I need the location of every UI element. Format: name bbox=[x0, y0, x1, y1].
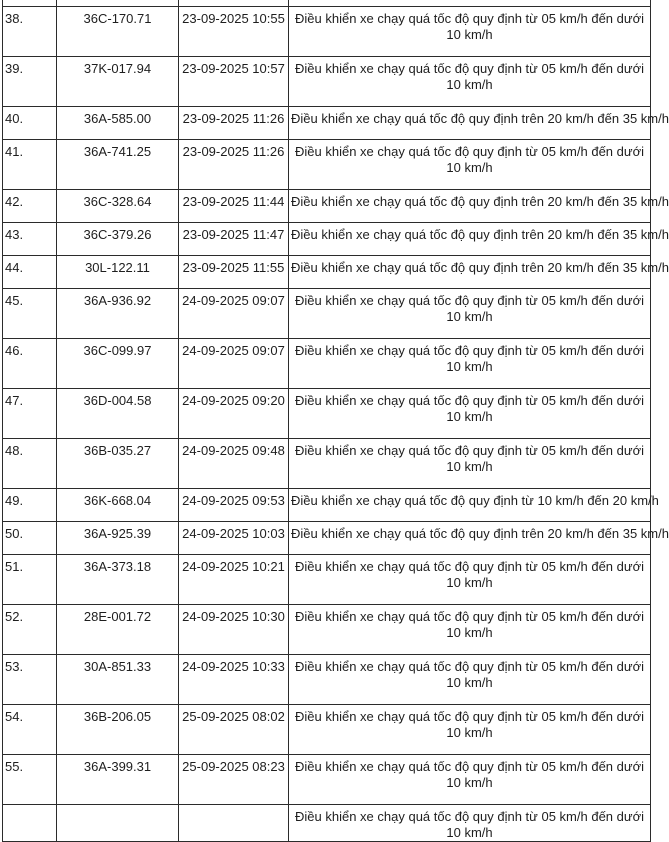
table-row bbox=[3, 605, 651, 655]
row-index-cell: 54. bbox=[3, 705, 57, 755]
table-row bbox=[3, 439, 651, 489]
row-index-cell: 49. bbox=[3, 489, 57, 522]
violation-cell: Điều khiển xe chạy quá tốc độ quy định từ 05 km/h đến dưới 10 km/h bbox=[289, 555, 651, 605]
plate-cell: 36A-741.25 bbox=[57, 140, 179, 190]
datetime-cell: 23-09-2025 11:26 bbox=[179, 140, 289, 190]
datetime-cell: 24-09-2025 10:30 bbox=[179, 605, 289, 655]
violation-cell: Điều khiển xe chạy quá tốc độ quy định từ 05 km/h đến dưới 10 km/h bbox=[289, 605, 651, 655]
plate-cell: 36C-099.97 bbox=[57, 339, 179, 389]
row-index-cell: 55. bbox=[3, 755, 57, 805]
row-index-cell: 51. bbox=[3, 555, 57, 605]
datetime-cell: 24-09-2025 10:21 bbox=[179, 555, 289, 605]
violation-cell: Điều khiển xe chạy quá tốc độ quy định trên 20 km/h đến 35 km/h bbox=[289, 107, 651, 140]
table-row bbox=[3, 223, 651, 256]
plate-cell: 36D-004.58 bbox=[57, 389, 179, 439]
row-index-cell: 44. bbox=[3, 256, 57, 289]
table-row bbox=[3, 522, 651, 555]
table-row bbox=[3, 489, 651, 522]
violation-cell: Điều khiển xe chạy quá tốc độ quy định từ 05 km/h đến dưới 10 km/h bbox=[289, 140, 651, 190]
table-row bbox=[3, 655, 651, 705]
plate-cell: 37K-017.94 bbox=[57, 57, 179, 107]
violation-cell: Điều khiển xe chạy quá tốc độ quy định trên 20 km/h đến 35 km/h bbox=[289, 522, 651, 555]
plate-cell: 36A-399.31 bbox=[57, 755, 179, 805]
datetime-cell: 23-09-2025 11:44 bbox=[179, 190, 289, 223]
datetime-cell: 24-09-2025 10:33 bbox=[179, 655, 289, 705]
table-row bbox=[3, 256, 651, 289]
plate-cell: 36A-936.92 bbox=[57, 289, 179, 339]
datetime-cell: 23-09-2025 10:55 bbox=[179, 7, 289, 57]
row-index-cell: 43. bbox=[3, 223, 57, 256]
violation-cell: Điều khiển xe chạy quá tốc độ quy định từ 10 km/h đến 20 km/h bbox=[289, 489, 651, 522]
row-index-cell: 42. bbox=[3, 190, 57, 223]
table-row-partial-bottom bbox=[3, 805, 651, 842]
row-index-cell: 41. bbox=[3, 140, 57, 190]
plate-cell: 36A-585.00 bbox=[57, 107, 179, 140]
plate-cell: 30A-851.33 bbox=[57, 655, 179, 705]
row-index-cell: 45. bbox=[3, 289, 57, 339]
table-row bbox=[3, 289, 651, 339]
plate-cell: 30L-122.11 bbox=[57, 256, 179, 289]
plate-cell: 36A-925.39 bbox=[57, 522, 179, 555]
datetime-cell: 24-09-2025 09:07 bbox=[179, 289, 289, 339]
violation-cell: Điều khiển xe chạy quá tốc độ quy định trên 20 km/h đến 35 km/h bbox=[289, 190, 651, 223]
violation-cell: Điều khiển xe chạy quá tốc độ quy định từ 05 km/h đến dưới 10 km/h bbox=[289, 7, 651, 57]
plate-cell: 36A-373.18 bbox=[57, 555, 179, 605]
violation-cell: Điều khiển xe chạy quá tốc độ quy định trên 20 km/h đến 35 km/h bbox=[289, 223, 651, 256]
datetime-cell: 24-09-2025 09:48 bbox=[179, 439, 289, 489]
table-row bbox=[3, 140, 651, 190]
datetime-cell: 24-09-2025 09:20 bbox=[179, 389, 289, 439]
datetime-cell: 23-09-2025 11:26 bbox=[179, 107, 289, 140]
plate-cell: 36C-170.71 bbox=[57, 7, 179, 57]
violation-cell: Điều khiển xe chạy quá tốc độ quy định từ 05 km/h đến dưới 10 km/h bbox=[289, 755, 651, 805]
plate-cell: 36C-379.26 bbox=[57, 223, 179, 256]
table-row bbox=[3, 705, 651, 755]
violation-cell: Điều khiển xe chạy quá tốc độ quy định từ 05 km/h đến dưới 10 km/h bbox=[289, 705, 651, 755]
violation-table bbox=[2, 0, 669, 842]
datetime-cell: 24-09-2025 09:53 bbox=[179, 489, 289, 522]
plate-cell: 36B-206.05 bbox=[57, 705, 179, 755]
datetime-cell: 25-09-2025 08:02 bbox=[179, 705, 289, 755]
row-index-cell: 52. bbox=[3, 605, 57, 655]
row-index-cell: 47. bbox=[3, 389, 57, 439]
table-row bbox=[3, 755, 651, 805]
row-index-cell: 40. bbox=[3, 107, 57, 140]
row-index-cell: 39. bbox=[3, 57, 57, 107]
violation-cell: Điều khiển xe chạy quá tốc độ quy định trên 20 km/h đến 35 km/h bbox=[289, 256, 651, 289]
datetime-cell: 23-09-2025 10:57 bbox=[179, 57, 289, 107]
plate-cell: 36C-328.64 bbox=[57, 190, 179, 223]
row-index-cell: 53. bbox=[3, 655, 57, 705]
datetime-cell: 24-09-2025 10:03 bbox=[179, 522, 289, 555]
violation-cell: Điều khiển xe chạy quá tốc độ quy định từ 05 km/h đến dưới 10 km/h bbox=[289, 57, 651, 107]
violation-cell: Điều khiển xe chạy quá tốc độ quy định từ 05 km/h đến dưới 10 km/h bbox=[289, 439, 651, 489]
violation-cell: Điều khiển xe chạy quá tốc độ quy định từ 05 km/h đến dưới 10 km/h bbox=[289, 289, 651, 339]
plate-cell: 36K-668.04 bbox=[57, 489, 179, 522]
row-index-cell: 38. bbox=[3, 7, 57, 57]
table-row bbox=[3, 555, 651, 605]
plate-cell bbox=[57, 805, 179, 842]
violation-cell: Điều khiển xe chạy quá tốc độ quy định từ 05 km/h đến dưới 10 km/h bbox=[289, 339, 651, 389]
table-row bbox=[3, 7, 651, 57]
table-row bbox=[3, 389, 651, 439]
datetime-cell: 23-09-2025 11:47 bbox=[179, 223, 289, 256]
plate-cell: 36B-035.27 bbox=[57, 439, 179, 489]
table-row bbox=[3, 190, 651, 223]
row-index-cell: 48. bbox=[3, 439, 57, 489]
violation-table-body bbox=[3, 0, 669, 842]
datetime-cell bbox=[179, 805, 289, 842]
table-row bbox=[3, 339, 651, 389]
violation-cell: Điều khiển xe chạy quá tốc độ quy định từ 05 km/h đến dưới 10 km/h bbox=[289, 805, 651, 842]
datetime-cell: 23-09-2025 11:55 bbox=[179, 256, 289, 289]
violation-cell: Điều khiển xe chạy quá tốc độ quy định từ 05 km/h đến dưới 10 km/h bbox=[289, 655, 651, 705]
violation-cell: Điều khiển xe chạy quá tốc độ quy định từ 05 km/h đến dưới 10 km/h bbox=[289, 389, 651, 439]
row-index-cell: 50. bbox=[3, 522, 57, 555]
row-index-cell: 46. bbox=[3, 339, 57, 389]
row-index-cell bbox=[3, 805, 57, 842]
table-row bbox=[3, 57, 651, 107]
datetime-cell: 24-09-2025 09:07 bbox=[179, 339, 289, 389]
datetime-cell: 25-09-2025 08:23 bbox=[179, 755, 289, 805]
plate-cell: 28E-001.72 bbox=[57, 605, 179, 655]
table-row bbox=[3, 107, 651, 140]
